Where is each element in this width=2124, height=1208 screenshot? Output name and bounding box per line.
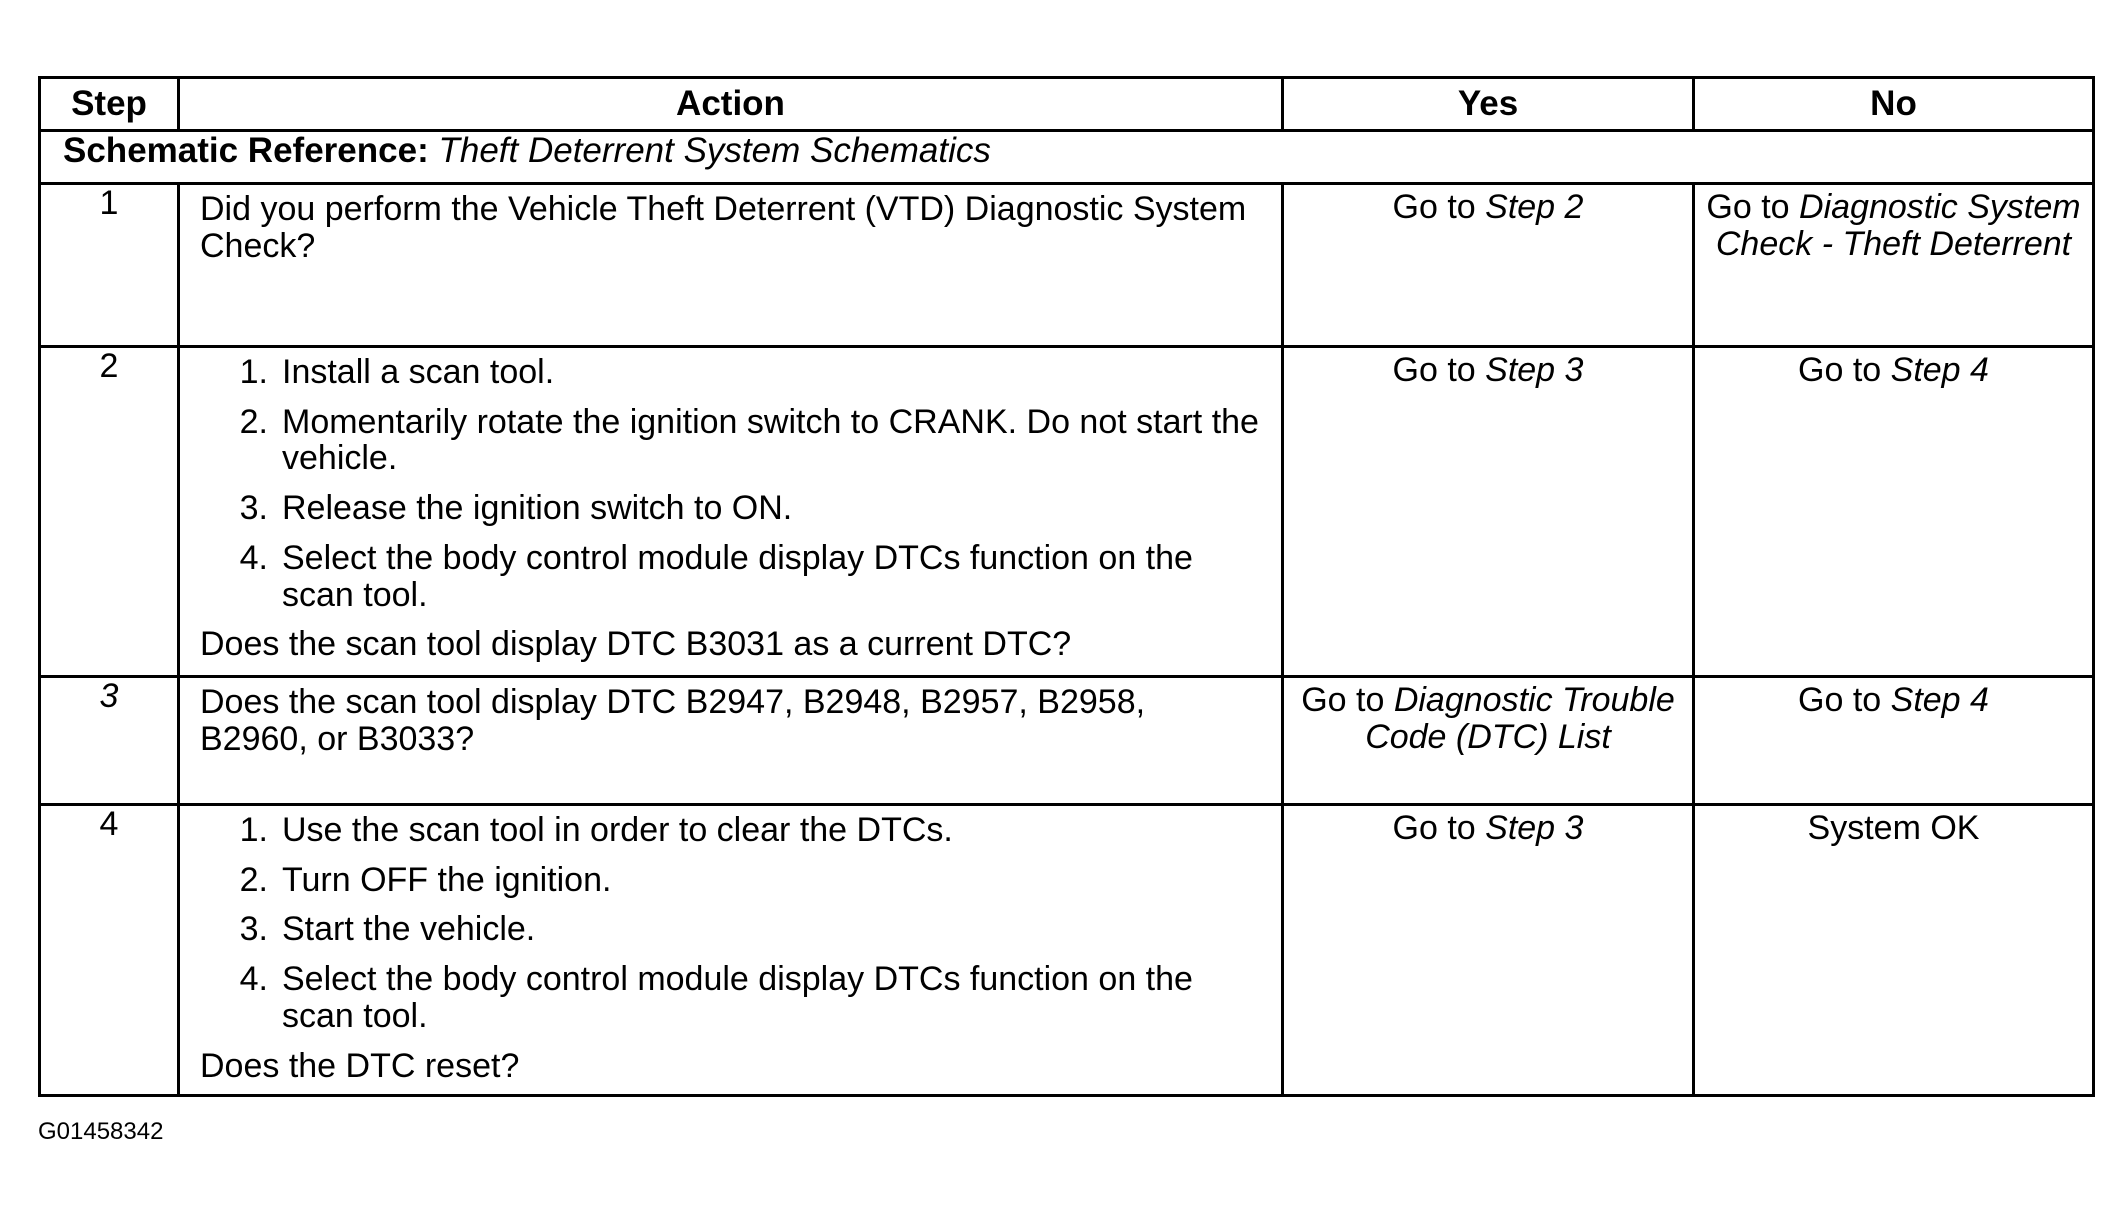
action-cell — [179, 677, 1283, 805]
list-item — [200, 812, 1261, 849]
action-list — [200, 354, 1261, 613]
schematic-reference — [40, 131, 2094, 184]
list-item-text: Release the ignition switch to ON. — [282, 489, 793, 528]
table-header-row — [40, 78, 2094, 131]
list-item-number: 3. — [239, 489, 268, 528]
step-number: 4 — [40, 805, 179, 1096]
yes-cell — [1283, 347, 1694, 677]
yes-cell — [1283, 677, 1694, 805]
no-prefix: Go to — [1798, 681, 1891, 719]
action-cell — [179, 347, 1283, 677]
no-link[interactable]: Step 4 — [1890, 351, 1989, 389]
no-prefix: Go to — [1798, 351, 1891, 389]
list-item-text: Start the vehicle. — [282, 910, 536, 949]
yes-prefix: Go to — [1392, 188, 1486, 226]
no-link[interactable]: Diagnostic System Check - Theft Deterrent — [1715, 188, 2081, 263]
list-item — [200, 540, 1261, 613]
no-cell — [1694, 347, 2094, 677]
table-row — [40, 805, 2094, 1096]
header-yes: Yes — [1283, 78, 1694, 131]
list-item-number: 1. — [239, 353, 268, 391]
no-cell — [1694, 805, 2094, 1096]
list-item-number: 3. — [239, 910, 268, 949]
list-item-text: Momentarily rotate the ignition switch to CRANK. Do not start the vehicle. — [282, 402, 1259, 478]
action-question: Does the scan tool display DTC B2947, B2948, B2957, B2958, B2960, or B3033? — [200, 683, 1146, 758]
diagnostic-table — [38, 76, 2095, 1097]
table-row — [40, 347, 2094, 677]
yes-link[interactable]: Step 3 — [1485, 351, 1584, 389]
table-row — [40, 677, 2094, 805]
action-question: Did you perform the Vehicle Theft Deterrent (VTD) Diagnostic System Check? — [200, 190, 1247, 265]
yes-prefix: Go to — [1392, 809, 1486, 847]
yes-prefix: Go to — [1301, 681, 1394, 719]
list-item — [200, 862, 1261, 899]
no-result: System OK — [1807, 809, 1980, 847]
no-cell — [1694, 677, 2094, 805]
schematic-reference-label: Schematic Reference: — [63, 131, 429, 170]
no-link[interactable]: Step 4 — [1890, 681, 1989, 719]
list-item-number: 2. — [239, 402, 268, 441]
no-prefix: Go to — [1706, 188, 1800, 226]
list-item — [200, 490, 1261, 527]
yes-prefix: Go to — [1392, 351, 1486, 389]
no-cell — [1694, 184, 2094, 347]
action-list — [200, 812, 1261, 1035]
schematic-reference-link[interactable]: Theft Deterrent System Schematics — [438, 131, 991, 170]
list-item-text: Select the body control module display DTCs function on the scan tool. — [282, 538, 1193, 614]
list-item-number: 2. — [239, 860, 268, 899]
action-cell — [179, 805, 1283, 1096]
yes-cell — [1283, 184, 1694, 347]
list-item-text: Install a scan tool. — [282, 353, 555, 391]
action-cell — [179, 184, 1283, 347]
list-item-number: 4. — [239, 538, 268, 577]
yes-link[interactable]: Diagnostic Trouble Code (DTC) List — [1365, 681, 1675, 756]
list-item-text: Use the scan tool in order to clear the DTCs. — [282, 811, 953, 849]
figure-id: G01458342 — [38, 1118, 164, 1145]
list-item — [200, 404, 1261, 477]
list-item-text: Turn OFF the ignition. — [282, 860, 612, 899]
step-number: 2 — [40, 347, 179, 677]
table-row — [40, 184, 2094, 347]
yes-cell — [1283, 805, 1694, 1096]
yes-link[interactable]: Step 3 — [1485, 809, 1584, 847]
list-item — [200, 354, 1261, 391]
step-number: 1 — [40, 184, 179, 347]
list-item-number: 1. — [239, 811, 268, 849]
list-item — [200, 911, 1261, 948]
schematic-reference-row — [40, 131, 2094, 184]
yes-link[interactable]: Step 2 — [1485, 188, 1584, 226]
list-item-number: 4. — [239, 960, 268, 999]
header-step: Step — [40, 78, 179, 131]
list-item — [200, 961, 1261, 1034]
action-question: Does the scan tool display DTC B3031 as a current DTC? — [200, 625, 1072, 664]
header-no: No — [1694, 78, 2094, 131]
step-number: 3 — [40, 677, 179, 805]
action-question: Does the DTC reset? — [200, 1046, 520, 1085]
list-item-text: Select the body control module display DTCs function on the scan tool. — [282, 960, 1193, 1035]
header-action: Action — [179, 78, 1283, 131]
